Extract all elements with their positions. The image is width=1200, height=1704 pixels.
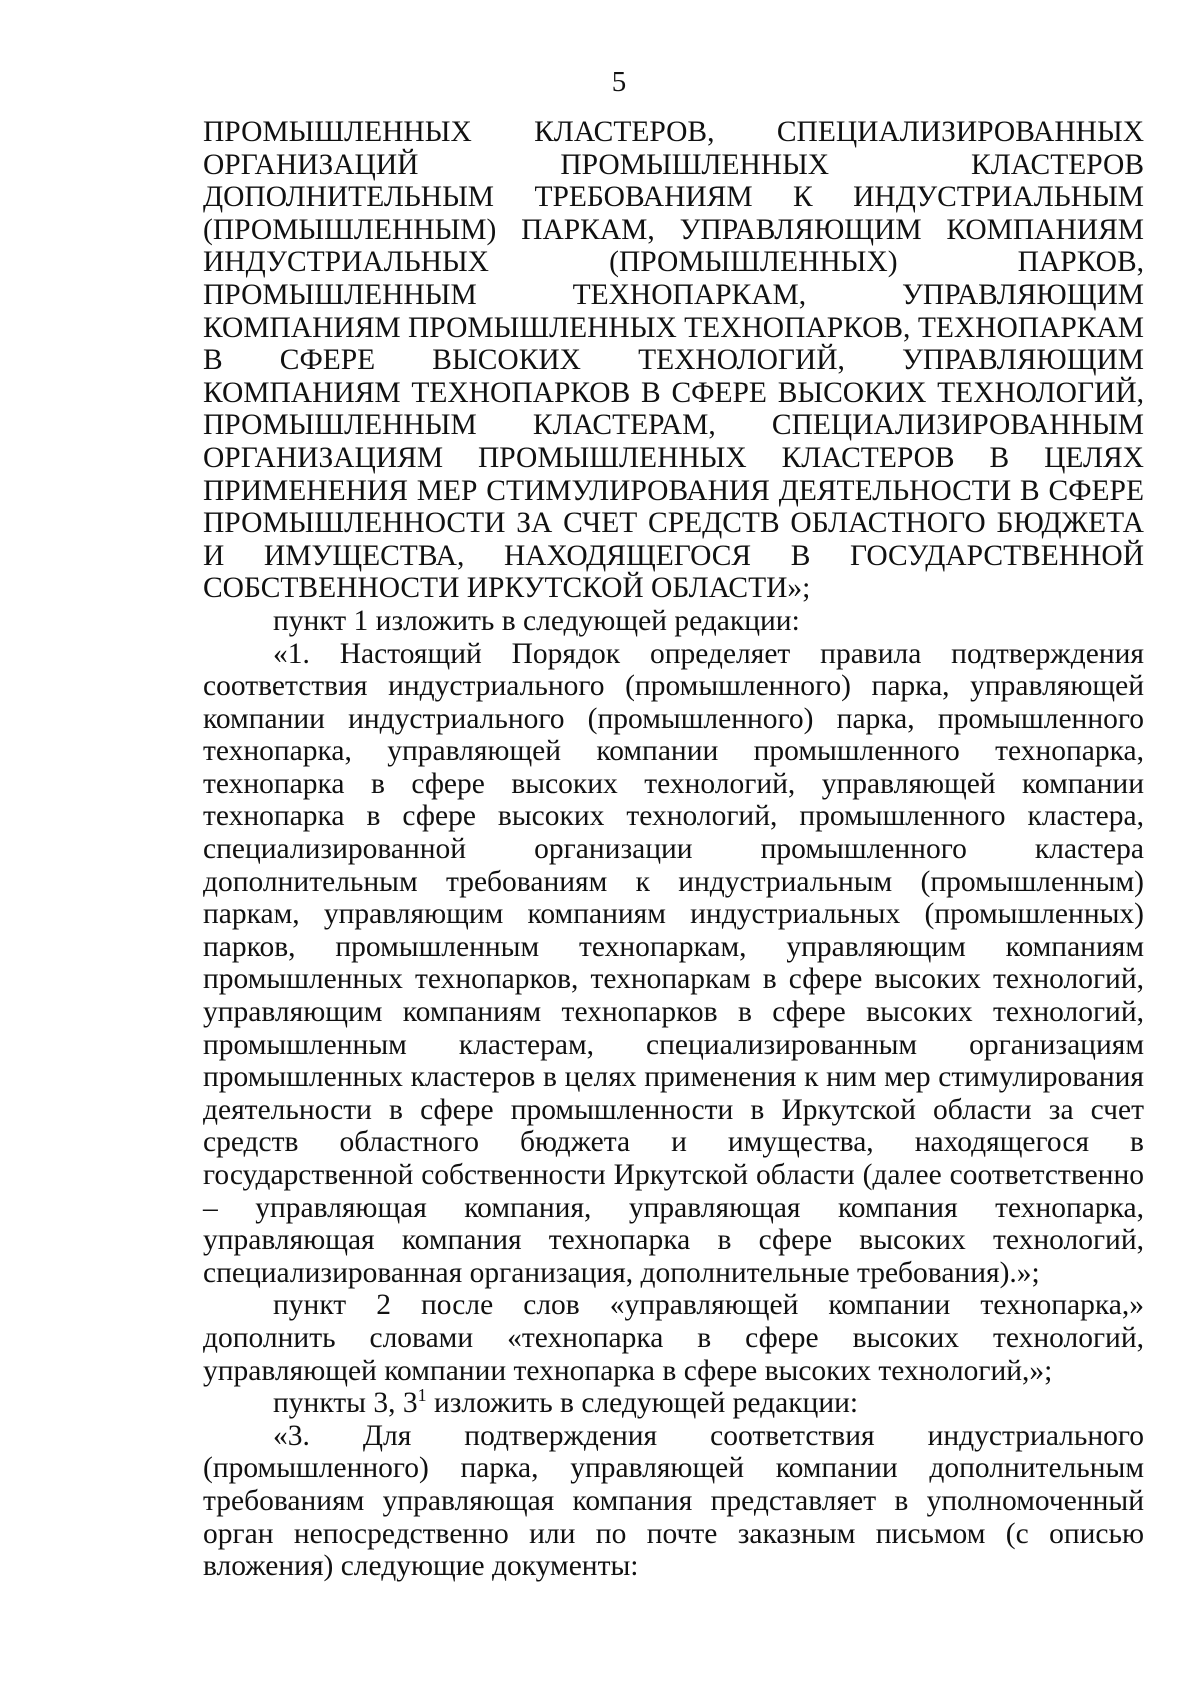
points-3-intro [203, 1387, 1144, 1420]
page-number: 5 [611, 66, 627, 98]
document-body [203, 116, 1144, 1583]
point-1-intro: пункт 1 изложить в следующей редакции: [273, 604, 800, 637]
caps-title-continuation: ПРОМЫШЛЕННЫХ КЛАСТЕРОВ, СПЕЦИАЛИЗИРОВАННЫХ ОРГАНИЗАЦИЙ ПРОМЫШЛЕННЫХ КЛАСТЕРОВ ДОПОЛНИТЕЛЬНЫМ ТРЕБОВАНИЯМ К ИНДУСТРИАЛЬНЫМ (ПРОМЫШЛЕННЫМ) ПАРКАМ, УПРАВЛЯЮЩИМ КОМПАНИЯМ ИНДУСТРИАЛЬНЫХ (ПРОМЫШЛЕННЫХ) ПАРКОВ, ПРОМЫШЛЕННЫМ ТЕХНОПАРКАМ, УПРАВЛЯЮЩИМ КОМПАНИЯМ ПРОМЫШЛЕННЫХ ТЕХНОПАРКОВ, ТЕХНОПАРКАМ В СФЕРЕ ВЫСОКИХ ТЕХНОЛОГИЙ, УПРАВЛЯЮЩИМ КОМПАНИЯМ ТЕХНОПАРКОВ В СФЕРЕ ВЫСОКИХ ТЕХНОЛОГИЙ, ПРОМЫШЛЕННЫМ КЛАСТЕРАМ, СПЕЦИАЛИЗИРОВАННЫМ ОРГАНИЗАЦИЯМ ПРОМЫШЛЕННЫХ КЛАСТЕРОВ В ЦЕЛЯХ ПРИМЕНЕНИЯ МЕР СТИМУЛИРОВАНИЯ ДЕЯТЕЛЬНОСТИ В СФЕРЕ ПРОМЫШЛЕННОСТИ ЗА СЧЕТ СРЕДСТВ ОБЛАСТНОГО БЮДЖЕТА И ИМУЩЕСТВА, НАХОДЯЩЕГОСЯ В ГОСУДАРСТВЕННОЙ СОБСТВЕННОСТИ ИРКУТСКОЙ ОБЛАСТИ»; [203, 116, 1144, 605]
point-1-text: «1. Настоящий Порядок определяет правила подтверждения соответствия индустриального (промышленного) парка, управляющей компании индустриального (промышленного) парка, промышленного технопарка, управляющей компании промышленного технопарка, технопарка в сфере высоких технологий, управляющей компании технопарка в сфере высоких технологий, промышленного кластера, специализированной организации промышленного кластера дополнительным требованиям к индустриальным (промышленным) паркам, управляющим компаниям индустриальных (промышленных) парков, промышленным технопаркам, управляющим компаниям промышленных технопарков, технопаркам в сфере высоких технологий, управляющим компаниям технопарков в сфере высоких технологий, промышленным кластерам, специализированным организациям промышленных кластеров в целях применения к ним мер стимулирования деятельности в сфере промышленности в Иркутской области за счет средств областного бюджета и имущества, находящегося в государственной собственности Иркутской области (далее соответственно – управляющая компания, управляющая компания технопарка, управляющая компания технопарка в сфере высоких технологий, специализированная организация, дополнительные требования).»; [203, 637, 1144, 1289]
point-2-text: пункт 2 после слов «управляющей компании технопарка,» дополнить словами «технопарка в сфере высоких технологий, управляющей компании технопарка в сфере высоких технологий,»; [203, 1289, 1144, 1387]
points-3-intro-after: изложить в следующей редакции: [426, 1387, 859, 1420]
point-3-text: «3. Для подтверждения соответствия индустриального (промышленного) парка, управляющей компании дополнительным требованиям управляющая компания представляет в уполномоченный орган непосредственно или по почте заказным письмом (с описью вложения) следующие документы: [203, 1419, 1144, 1583]
points-3-intro-before: пункты 3, 3 [273, 1387, 418, 1420]
points-3-intro-superscript: 1 [417, 1385, 427, 1406]
